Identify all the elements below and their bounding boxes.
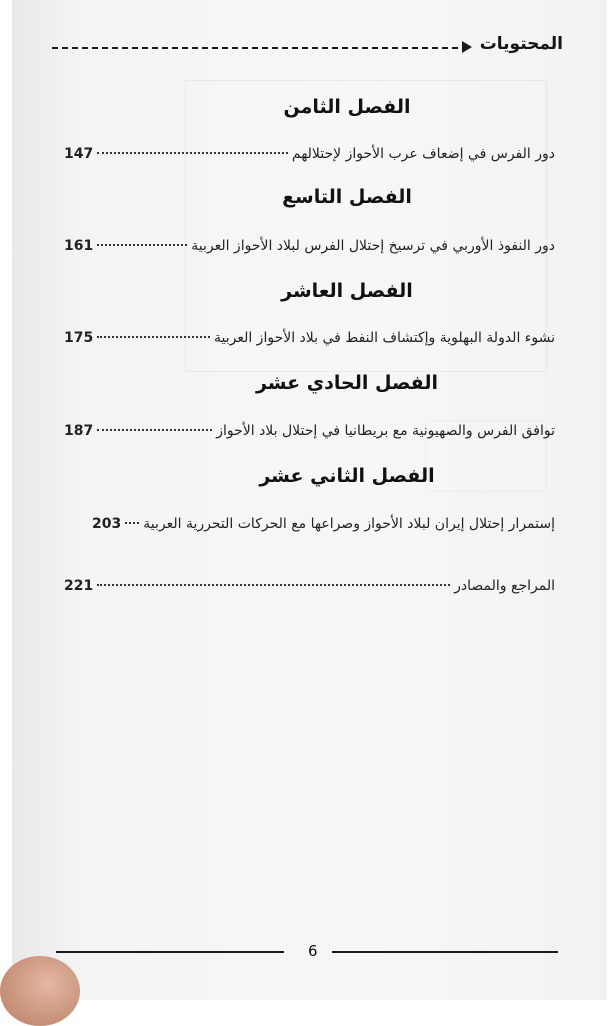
chapter-heading: الفصل التاسع <box>282 186 412 208</box>
toc-page-number: 147 <box>64 146 94 162</box>
document-page <box>12 0 607 1000</box>
leader-dots <box>97 336 210 338</box>
chapter-heading: الفصل الثامن <box>283 96 411 118</box>
toc-entry[interactable] <box>64 146 555 170</box>
leader-dots <box>97 152 288 154</box>
footer-rule-left <box>56 951 284 953</box>
toc-page-number: 187 <box>64 423 94 439</box>
toc-entry-title: دور الفرس في إضعاف عرب الأحواز لإحتلالهم <box>291 146 555 162</box>
arrow-icon <box>462 41 472 53</box>
chapter-heading: الفصل الثاني عشر <box>259 465 435 487</box>
bleed-through-frame <box>185 80 547 372</box>
leader-dots <box>125 522 139 524</box>
toc-page-number: 221 <box>64 578 94 594</box>
toc-entry-title: نشوء الدولة البهلوية وإكتشاف النفط في بلاد الأحواز العربية <box>213 330 555 346</box>
chapter-heading: الفصل العاشر <box>281 280 413 302</box>
toc-entry-title: المراجع والمصادر <box>454 578 555 594</box>
toc-page-number: 203 <box>92 516 122 532</box>
toc-page-number: 175 <box>64 330 94 346</box>
toc-entry-title: إستمرار إحتلال إيران لبلاد الأحواز وصراعها مع الحركات التحررية العربية <box>143 516 555 532</box>
toc-entry[interactable] <box>64 238 555 262</box>
chapter-heading: الفصل الحادي عشر <box>255 372 438 394</box>
toc-entry-title: توافق الفرس والصهيونية مع بريطانيا في إحتلال بلاد الأحواز <box>216 423 555 439</box>
page-number: 6 <box>308 942 318 960</box>
toc-entry[interactable] <box>64 330 555 354</box>
leader-dots <box>97 584 450 586</box>
toc-entry[interactable] <box>64 516 555 540</box>
footer-rule-right <box>332 951 558 953</box>
leader-dots <box>97 244 187 246</box>
toc-entry-title: دور النفوذ الأوربي في ترسيخ إحتلال الفرس لبلاد الأحواز العربية <box>191 238 555 254</box>
header-dashed-rule <box>52 47 468 49</box>
page-header-title: المحتويات <box>479 34 563 54</box>
thumb <box>0 956 80 1026</box>
toc-page-number: 161 <box>64 238 94 254</box>
toc-entry-references[interactable] <box>64 578 555 602</box>
toc-entry[interactable] <box>64 423 555 447</box>
leader-dots <box>97 429 212 431</box>
